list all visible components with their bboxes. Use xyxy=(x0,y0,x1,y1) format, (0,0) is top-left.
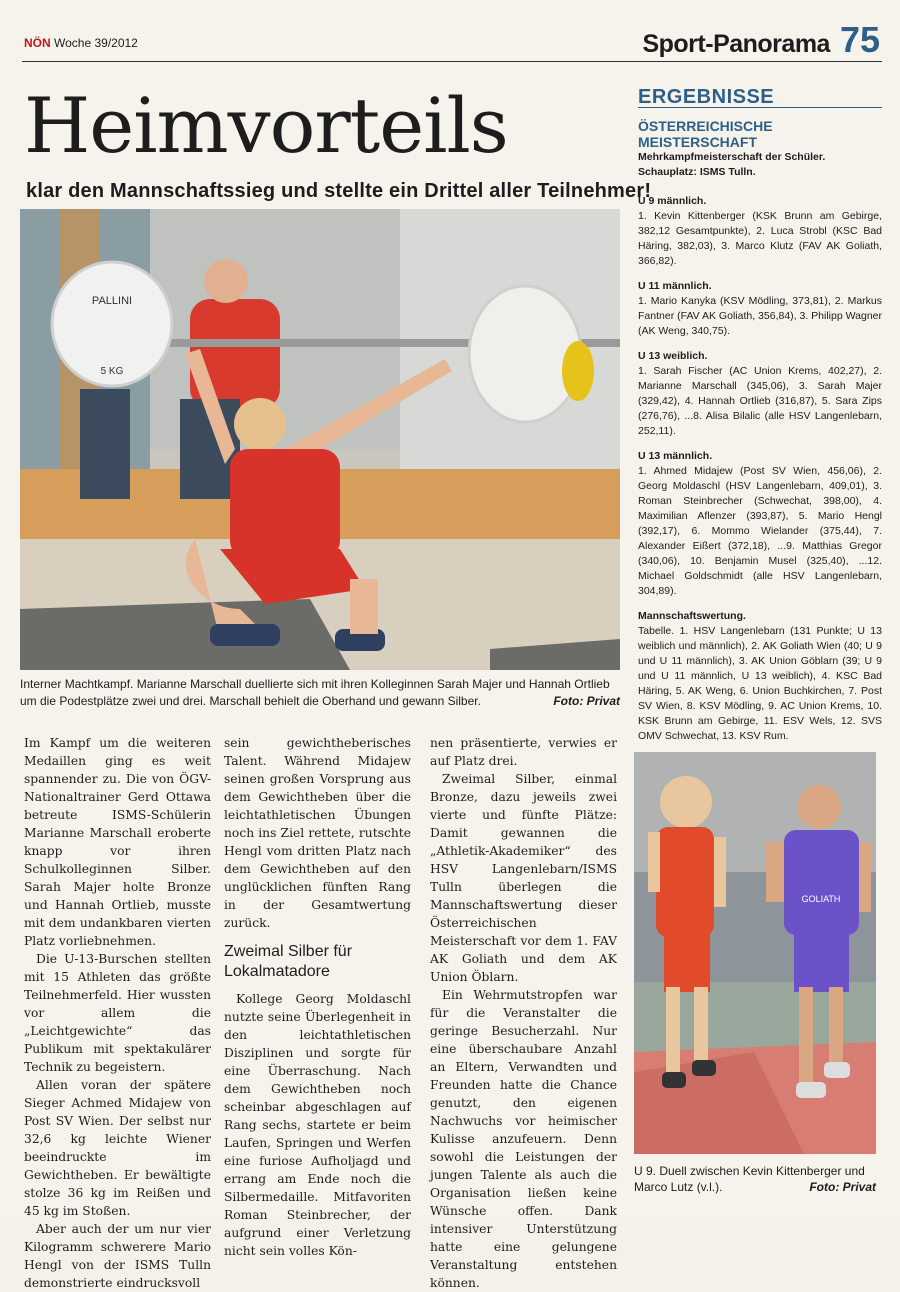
plate-weight-text: 5 KG xyxy=(100,366,124,377)
caption-text: Interner Machtkampf. Marianne Marschall duellierte sich mit ihren Kolleginnen Sarah Majer und Hannah Ortlieb um die Podestplätze zwei und drei. Marschall behielt die Oberhand und gewann Silber. xyxy=(20,677,610,708)
category-results: 1. Kevin Kittenberger (KSK Brunn am Gebirge, 382,12 Gesamtpunkte), 2. Luca Strobl (KSC Bad Häring, 382,03), 3. Marco Klutz (FAV AK Goliath, 366,82). xyxy=(638,210,882,267)
category-u11 xyxy=(638,279,882,339)
article-column-3 xyxy=(430,734,617,1292)
paragraph: Im Kampf um die weiteren Medaillen ging es weit spannender zu. Die von ÖGV-Nationaltrainer Gerd Ottawa betreute ISMS-Schülerin Marianne Marschall eroberte knapp vor ihren Schulkolleginnen Silber. Sarah Majer holte Bronze und Hannah Ortlieb, musste mit dem undankbaren vierten Platz vorliebnehmen. xyxy=(24,736,211,948)
category-results: Tabelle. 1. HSV Langenlebarn (131 Punkte; U 13 weiblich und männlich), 2. AK Goliath Wien (40; U 9 und U 11 männlich), 3. AK Union Göblarn (39; U 9 und U 11 männlich, U 13 weiblich), 4. KSC Bad Häring, 5. AK Weng, 6. Union Buchkirchen, 7. Post SV Wien, 8. KSV Mödling, 9. AC Union Krems, 10. KSK Brunn am Gebirge, 11. ESV Wels, 12. SVS OMV Schwechat, 13. KSV Rum. xyxy=(638,625,882,742)
brand-logo: NÖN xyxy=(24,36,51,50)
event-meta xyxy=(638,150,882,180)
category-title: U 13 männlich. xyxy=(638,450,713,462)
issue-info xyxy=(24,36,138,50)
category-team xyxy=(638,609,882,744)
paragraph: sein gewichtheberisches Talent. Während Midajew seinen großen Vorsprung aus dem Gewichtheben über die leichtathletischen Übungen noch ins Ziel rettete, rutschte Hengl vom dritten Platz nach dem Gewichtheben auf den unglücklichen fünften Rang in der Gesamtwertung zurück. xyxy=(224,736,411,930)
paragraph: Allen voran der spätere Sieger Achmed Midajew von Post SV Wien. Der selbst nur 32,6 kg leichte Wiener beeindruckte im Gewichtheben. Er bewältigte stolze 36 kg im Reißen und 45 kg im Stoßen. xyxy=(24,1078,211,1218)
article-column-2 xyxy=(224,734,411,1260)
paragraph: Aber auch der um nur vier Kilogramm schwerere Mario Hengl von der ISMS Tulln demonstrierte eindrucksvoll xyxy=(24,1222,211,1290)
category-title: U 11 männlich. xyxy=(638,280,712,292)
main-photo-caption xyxy=(20,676,620,710)
event-title: ÖSTERREICHISCHE MEISTERSCHAFT xyxy=(638,118,773,150)
results-box xyxy=(638,86,882,744)
article-subhead: Zweimal Silber für Lokalmatadore xyxy=(224,943,353,980)
results-title: ERGEBNISSE xyxy=(638,90,882,108)
event-meta-line-1: Mehrkampfmeisterschaft der Schüler. xyxy=(638,151,826,163)
event-meta-line-2: Schauplatz: ISMS Tulln. xyxy=(638,166,756,178)
paragraph: Kollege Georg Moldaschl nutzte seine Überlegenheit in den leichtathletischen Disziplinen und sorgte für eine Überraschung. Nach dem Gewichtheben noch scheinbar abgeschlagen auf Rang sechs, startete er beim Laufen, Springen und Werfen eine furiose Aufholjagd und errang am Ende noch die Silbermedaille. Mitfavoriten Roman Steinbrecher, der aufgrund einer Verletzung nicht sein volles Kön- xyxy=(224,992,411,1258)
category-u13-male xyxy=(638,449,882,599)
photo-credit: Foto: Privat xyxy=(809,1180,876,1194)
weightlifting-photo xyxy=(20,209,620,670)
plate-text: PALLINI xyxy=(91,295,133,307)
page-number: 75 xyxy=(839,19,880,60)
paragraph: nen präsentierte, verwies er auf Platz drei. xyxy=(430,736,617,768)
page-header xyxy=(22,19,882,62)
headline: Heimvorteils xyxy=(24,81,508,170)
sprint-photo-caption xyxy=(634,1163,876,1195)
paragraph: Die U-13-Burschen stellten mit 15 Athleten das größte Teilnehmerfeld. Hier wussten vor allem die „Leichtgewichte“ das Publikum mit spektakulärer Technik zu begeistern. xyxy=(24,952,211,1074)
category-u13-female xyxy=(638,349,882,439)
category-results: 1. Ahmed Midajew (Post SV Wien, 456,06), 2. Georg Moldaschl (HSV Langenlebarn, 409,01), 3. Roman Steinbrecher (Schwechat, 398,00), 4. Maximilian Aflenzer (393,87), 5. Mario Hengl (392,17), 6. Mommo Wielander (375,44), 7. Alexander Eißert (372,18), ...9. Matthias Gregor (340,06), 10. Benjamin Musel (325,40), ...12. Michael Goldschmidt (alle HSV Langenlebarn, 304,89). xyxy=(638,465,882,597)
category-title: U 9 männlich. xyxy=(638,195,707,207)
sprint-photo xyxy=(634,752,876,1154)
subheadline: klar den Mannschaftssieg und stellte ein Drittel aller Teilnehmer! xyxy=(26,180,652,202)
section-info xyxy=(642,19,880,60)
article-column-1 xyxy=(24,734,211,1292)
photo-credit: Foto: Privat xyxy=(553,694,620,708)
weightlifting-illustration xyxy=(20,209,620,670)
paragraph: Zweimal Silber, einmal Bronze, dazu jeweils zwei vierte und fünfte Plätze: Damit gewannen die „Athletik-Akademiker“ des HSV Langenlebarn/ISMS Tulln überlegen die Mannschaftswertung dieser Österreichischen Meisterschaft vor dem 1. FAV AK Goliath und dem AK Union Öblarn. xyxy=(430,772,617,984)
category-title: U 13 weiblich. xyxy=(638,350,708,362)
paragraph: Ein Wehrmutstropfen war für die Veranstalter die geringe Besucherzahl. Nur eine überschaubare Anzahl an Eltern, Verwandten und Freunden hatte die Chance genutzt, den eigenen Nachwuchs vor heimischer Kulisse anzufeuern. Denn sowohl die Leistungen der jungen Talente als auch die Organisation ließen keine Wünsche offen. Dank intensiver Unterstützung hatte eine gelungene Veranstaltung entstehen können. xyxy=(430,988,617,1290)
category-u9 xyxy=(638,194,882,269)
issue-label: Woche 39/2012 xyxy=(54,36,138,50)
caption-text: U 9. Duell zwischen Kevin Kittenberger und Marco Lutz (v.l.). xyxy=(634,1164,865,1194)
section-title: Sport-Panorama xyxy=(642,30,830,58)
category-results: 1. Mario Kanyka (KSV Mödling, 373,81), 2. Markus Fantner (FAV AK Goliath, 356,84), 3. Philipp Wagner (AK Weng, 340,75). xyxy=(638,295,882,337)
sprint-illustration xyxy=(634,752,876,1154)
jersey-text: GOLIATH xyxy=(801,894,841,904)
category-results: 1. Sarah Fischer (AC Union Krems, 402,27), 2. Marianne Marschall (345,06), 3. Sarah Majer (329,42), 4. Hannah Ortlieb (316,87), 5. Sara Zips (276,76), ...8. Alisa Bilalic (alle HSV Langenlebarn, 252,11). xyxy=(638,365,882,437)
category-title: Mannschaftswertung. xyxy=(638,610,746,622)
